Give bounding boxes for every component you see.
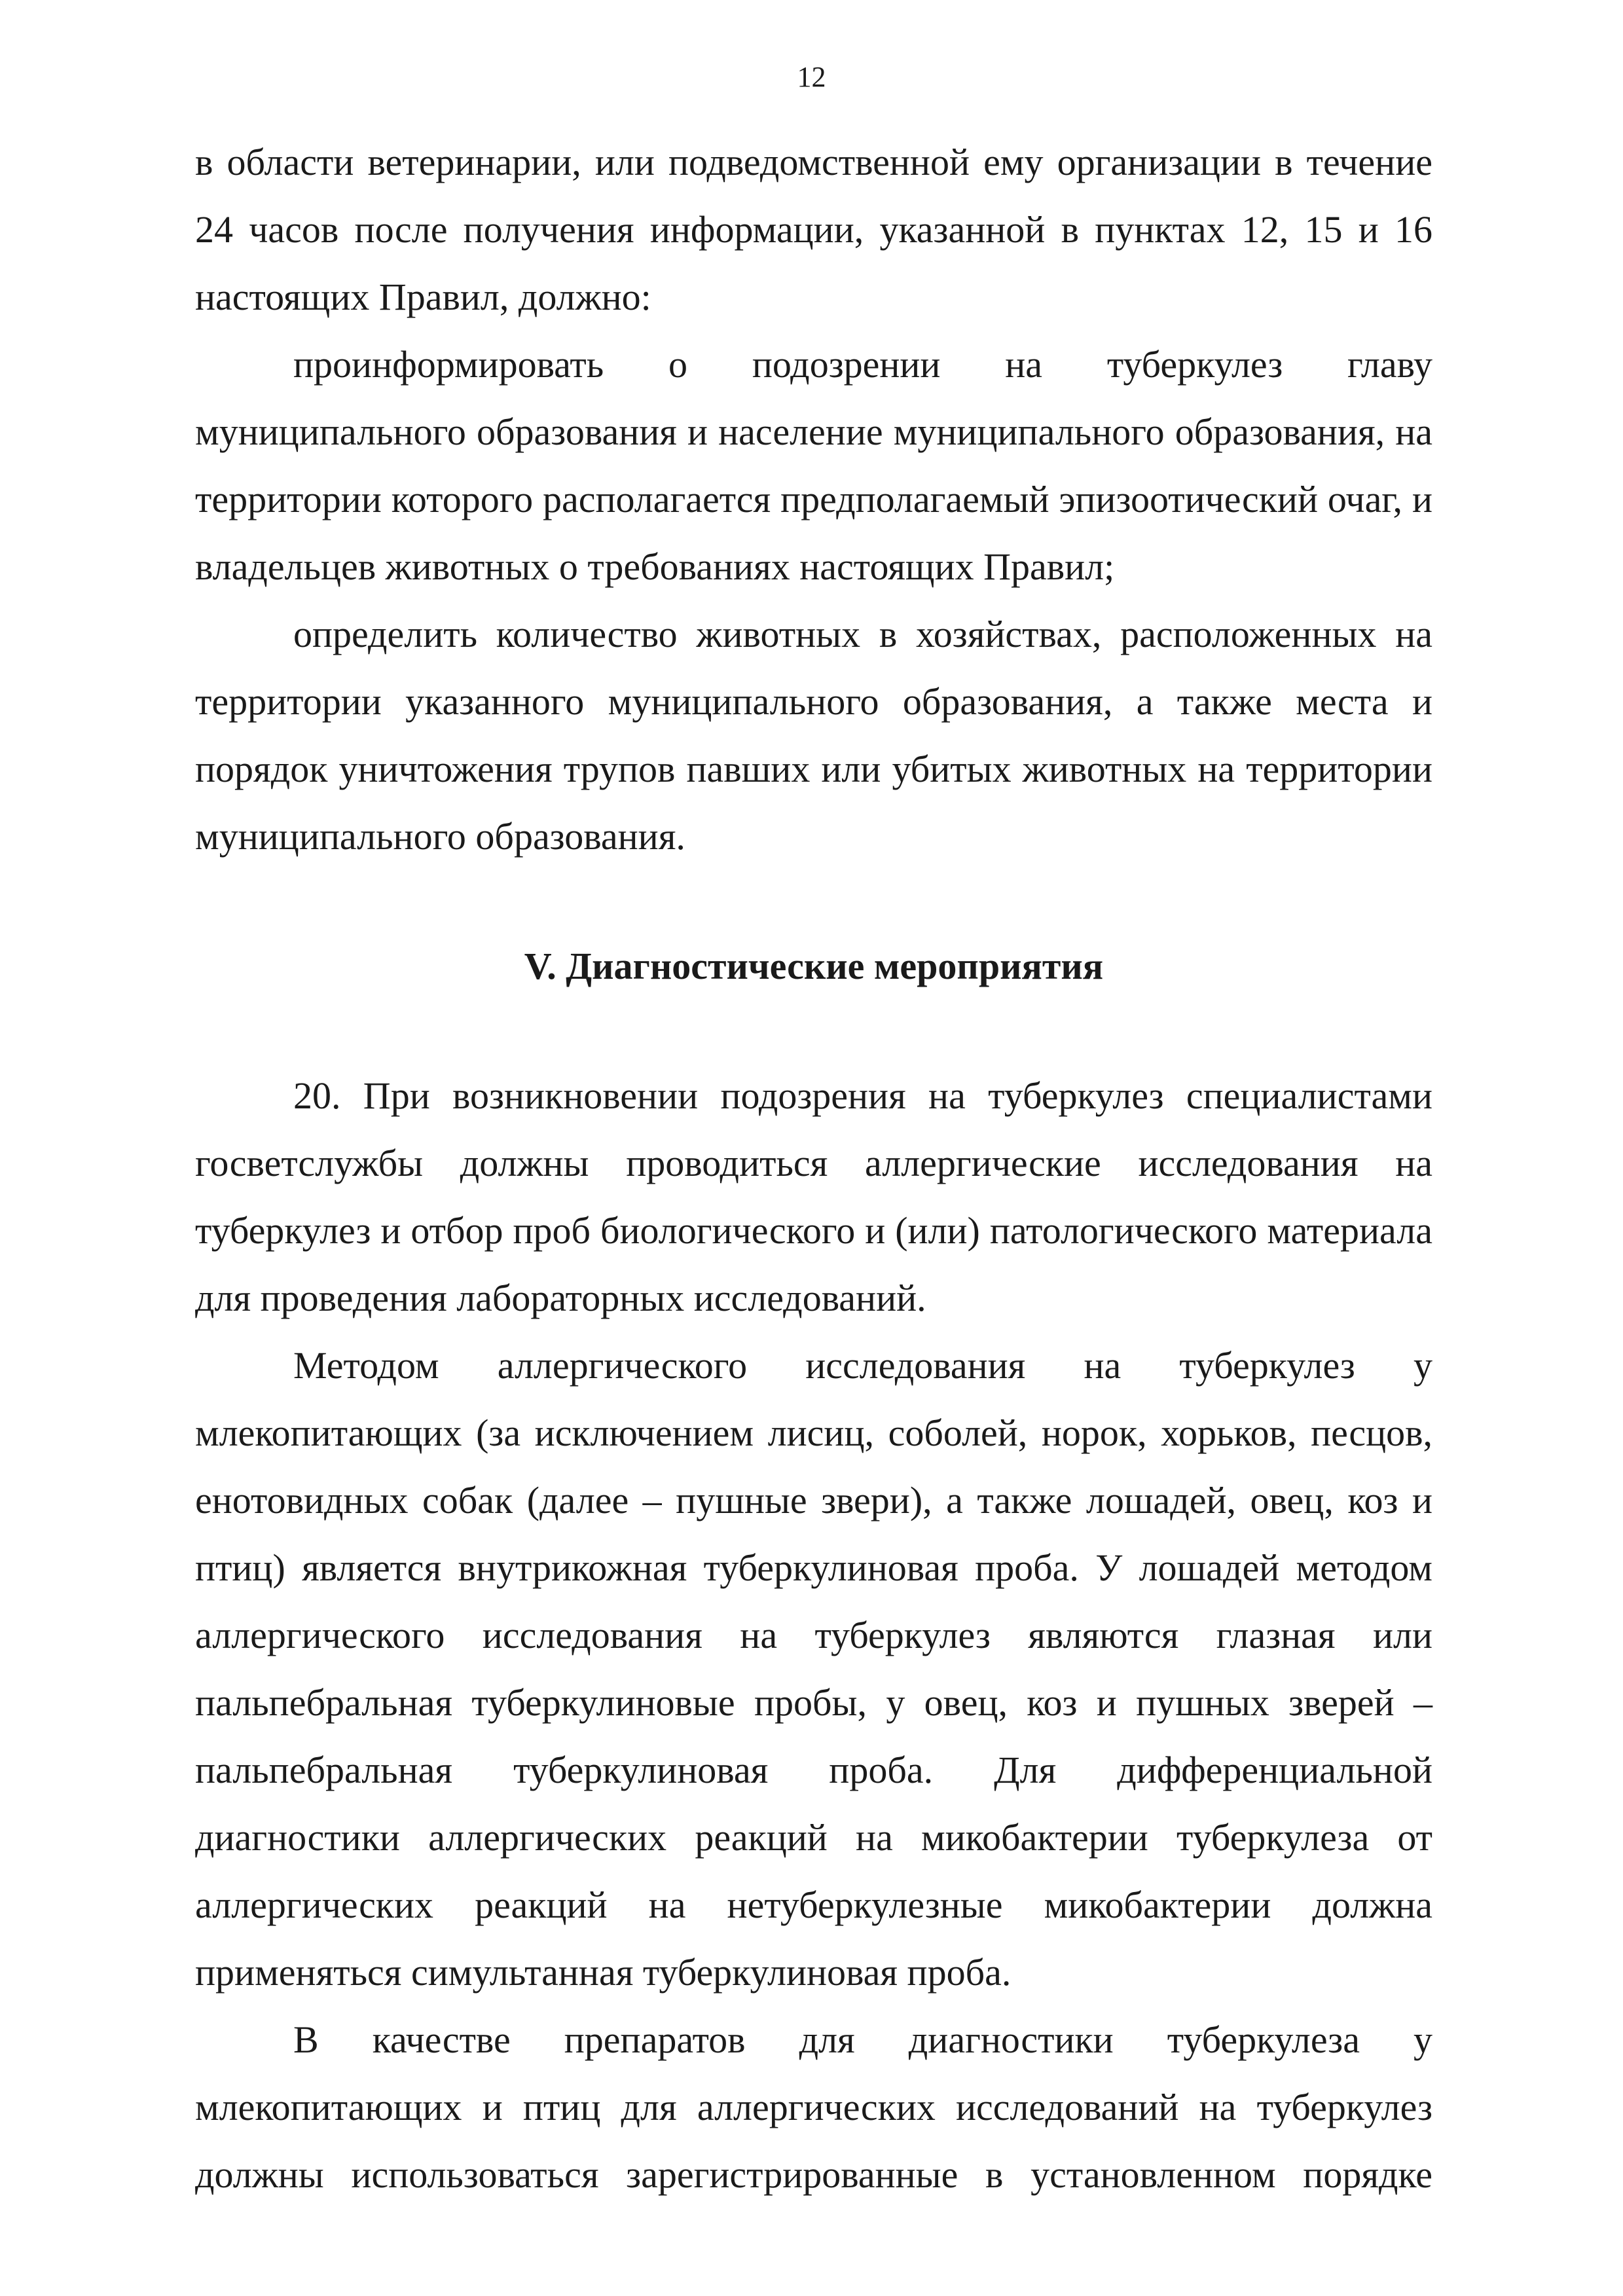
page-number: 12 <box>797 61 826 93</box>
paragraph-inform: проинформировать о подозрении на туберкулез главу муниципального образования и население муниципального образования, на территории которого располагается предполагаемый эпизоотический очаг, и владельцев животных о требованиях настоящих Правил; <box>195 343 1432 588</box>
section-heading: V. Диагностические мероприятия <box>524 945 1104 987</box>
paragraph-continuation: в области ветеринарии, или подведомственной ему организации в течение 24 часов после получения информации, указанной в пунктах 12, 15 и 16 настоящих Правил, должно: <box>195 141 1432 318</box>
paragraph-allergy-method: Методом аллергического исследования на туберкулез у млекопитающих (за исключением лисиц, соболей, норок, хорьков, песцов, енотовидных собак (далее – пушные звери), а также лошадей, овец, коз и птиц) является внутрикожная туберкулиновая проба. У лошадей методом аллергического исследования на туберкулез являются глазная или пальпебральная туберкулиновые пробы, у овец, коз и пушных зверей – пальпебральная туберкулиновая проба. Для дифференциальной диагностики аллергических реакций на микобактерии туберкулеза от аллергических реакций на нетуберкулезные микобактерии должна применяться симультанная туберкулиновая проба. <box>195 1344 1432 1994</box>
paragraph-item-20: 20. При возникновении подозрения на туберкулез специалистами госветслужбы должны проводиться аллергические исследования на туберкулез и отбор проб биологического и (или) патологического материала для проведения лабораторных исследований. <box>195 1074 1432 1319</box>
paragraph-determine: определить количество животных в хозяйствах, расположенных на территории указанного муниципального образования, а также места и порядок уничтожения трупов павших или убитых животных на территории муниципального образования. <box>195 613 1432 858</box>
paragraph-preparations: В качестве препаратов для диагностики туберкулеза у млекопитающих и птиц для аллергических исследований на туберкулез должны использоваться зарегистрированные в установленном порядке <box>195 2018 1432 2196</box>
document-body <box>195 128 1432 2208</box>
